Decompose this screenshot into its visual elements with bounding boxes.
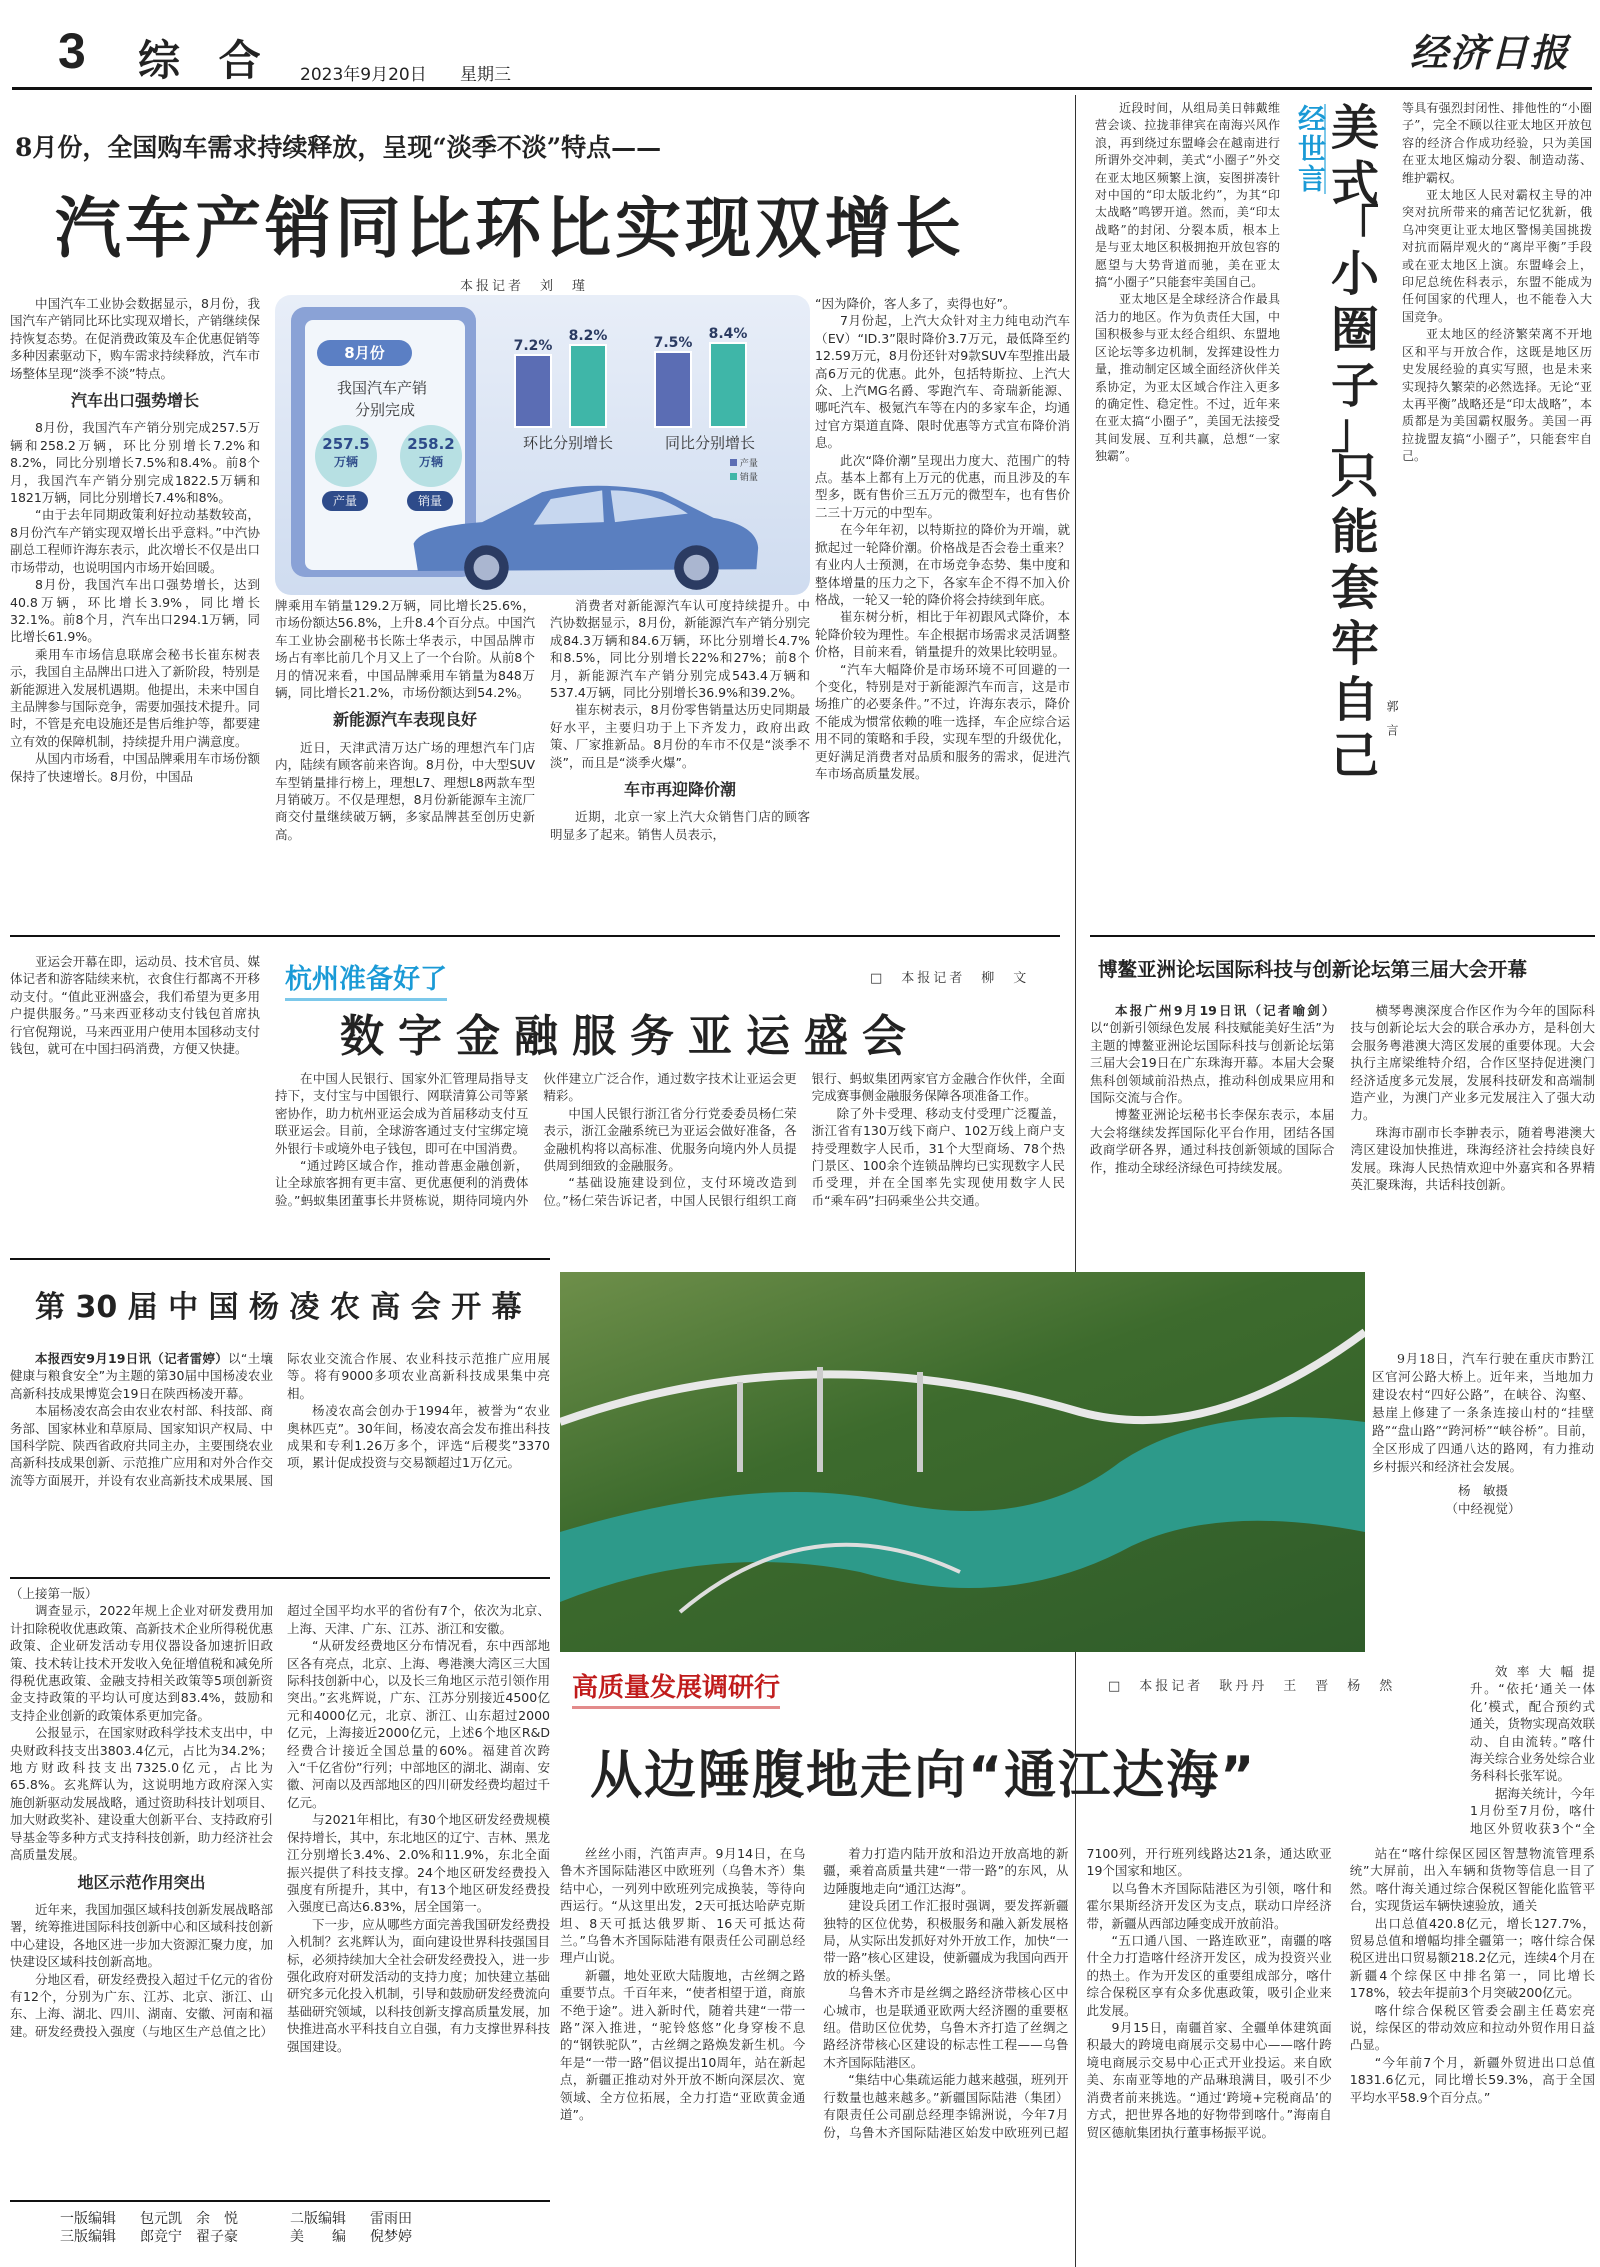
title-char: 能	[1330, 504, 1379, 560]
editor-names: 包元凯 余 悦	[140, 2211, 238, 2227]
title-char: 己	[1330, 728, 1379, 784]
boao-columns	[1090, 1002, 1595, 1242]
subheading: 车市再迎降价潮	[623, 780, 736, 800]
xinjiang-headline: 从边陲腹地走向“通江达海”	[590, 1746, 1257, 1806]
commentary	[1090, 100, 1595, 920]
infographic-lead-line2: 分别完成	[355, 401, 416, 419]
title-char: 子	[1330, 358, 1379, 414]
paragraph: 着力打造内陆开放和沿边开放高地的新疆，乘着高质量共建“一带一路”的东风，从边陲腹地走向“通江达海”。	[823, 1846, 1069, 1896]
paragraph: 分地区看，研发经费投入超过千亿元的省份有12个，分别为广东、江苏、北京、浙江、山东、上海、湖北、四川、湖南、安徽、河南和福建。研发经费投入强度（与地区生产总值之比）超过全国平均水平的省份有7个，依次为北京、上海、天津、广东、江苏、浙江和安徽。	[10, 1603, 550, 2039]
editor-row	[60, 2228, 412, 2246]
bar-mom-sales	[570, 345, 606, 427]
paragraph: 牌乘用车销量129.2万辆，同比增长25.6%，市场份额达56.8%，上升8.4个百分点。中国汽车工业协会副秘书长陈士华表示，中国品牌市场占有率比前几个月又上了一个台阶。从前8个月的情况来看，中国品牌乘用车销量为848万辆，同比增长21.2%，市场份额达到54.2%。	[275, 598, 535, 701]
paragraph: 7月份起，上汽大众针对主力纯电动汽车（EV）“ID.3”限时降价3.7万元，最低降至约12.59万元，8月份还针对9款SUV车型推出最高6万元的优惠。此外，包括特斯拉、上汽大众、上汽MG名爵、零跑汽车、奇瑞新能源、哪吒汽车、极氪汽车等在内的多家车企，均通过官方渠道直降、限时优惠等方式宣布降价消息。	[815, 313, 1070, 451]
paragraph: “五口通八国、一路连欧亚”，南疆的喀什全力打造喀什经济开发区，成为投资兴业的热土。作为开发区的重要组成部分，喀什综合保税区享有众多优惠政策，吸引企业来此发展。	[1086, 1933, 1332, 2018]
section-name: 综 合	[138, 36, 273, 85]
paragraph: 博鳌亚洲论坛秘书长李保东表示，本届大会将继续发挥国际化平台作用，团结各国政商学研各界，通过科技创新领域的国际合作，推动全球经济绿色可持续发展。	[1090, 1107, 1335, 1175]
yangling-headline: 第 30 届 中 国 杨 凌 农 高 会 开 幕	[35, 1290, 522, 1325]
section-rule-right	[1090, 935, 1595, 937]
bridge-photo	[560, 1272, 1365, 1652]
paragraph: 近期，北京一家上汽大众销售门店的顾客明显多了起来。销售人员表示，	[550, 809, 810, 842]
paragraph-text: 以“创新引领绿色发展 科技赋能美好生活”为主题的博鳌亚洲论坛国际科技与创新论坛第三届大会19日在广东珠海开幕。本届大会聚焦科创领域前沿热点，推动科创成果应用和国际交流与合作。	[1090, 1020, 1335, 1106]
car-infographic	[275, 295, 810, 595]
paragraph: 消费者对新能源汽车认可度持续提升。中汽协数据显示，8月份，新能源汽车产销分别完成84.3万辆和84.6万辆，环比分别增长4.7%和8.5%，同比分别增长22%和27%；前8个月，新能源汽车产销分别完成543.4万辆和537.4万辆，同比分别增长36.9%和39.2%。	[550, 598, 810, 701]
xinjiang-columns	[560, 1845, 1595, 2265]
hangzhou-byline: □ 本报记者 柳 文	[870, 971, 1030, 986]
paragraph: “基础设施建设到位，支付环境改造到位。”杨仁荣告诉记者，中国人民银行组织工商银行、蚂蚁集团两家官方金融合作伙伴，全面完成赛事侧金融服务保障各项准备工作。	[543, 1071, 1065, 1208]
title-char: 「	[1330, 201, 1379, 257]
commentary-author: 郭 言	[1385, 700, 1399, 736]
editor-credits	[60, 2210, 412, 2246]
paragraph: 本届杨凌农高会由农业农村部、科技部、商务部、国家林业和草原局、国家知识产权局、中国科学院、陕西省政府共同主办，主要围绕农业高新科技成果创新、示范推广应用和对外合作交流等方面展开，并设有农业高新技术成果展、国际农业交流合作展、农业科技示范推广应用展等。将有9000多项农业高新科技成果集中亮相。	[10, 1351, 550, 1488]
bar-mom-production	[515, 355, 551, 427]
paragraph: “通过跨区域合作，推动普惠金融创新，让全球旅客拥有更丰富、更优惠便利的消费体验。”蚂蚁集团董事长井贤栋说，期待同境内外伙伴建立广泛合作，通过数字技术让亚运会更精彩。	[275, 1071, 797, 1208]
paragraph: 在今年年初，以特斯拉的降价为开端，就掀起过一轮降价潮。价格战是否会卷土重来？有业内人士预测，在市场竞争态势、集中度和整体增量的压力之下，各家车企不得不加入价格战，一轮又一轮的降价将会持续到年底。	[815, 522, 1070, 607]
section-rule	[10, 1577, 550, 1579]
rnd-columns	[10, 1602, 550, 2187]
title-char: 」	[1330, 403, 1379, 459]
newspaper-logo: 经济日报	[1410, 30, 1571, 75]
dateline: 本报广州9月19日讯（记者喻剑）	[1115, 1003, 1335, 1018]
sales-unit: 万辆	[418, 455, 443, 469]
paragraph: 近日，天津武清万达广场的理想汽车门店内，陆续有顾客前来咨询。8月份，中大型SUV车型销量排行榜上，理想L7、理想L8两款车型月销破万。不仅是理想，8月份新能源车主流厂商交付量继续破万辆，多家品牌甚至创历史新高。	[275, 739, 535, 842]
column-label	[1290, 104, 1326, 194]
paragraph: 珠海市副市长李翀表示，随着粤港澳大湾区建设加快推进，珠海经济社会持续良好发展。珠海人民热情欢迎中外嘉宾和各界精英汇聚珠海，共话科技创新。	[1350, 1124, 1595, 1193]
boao-headline: 博鳌亚洲论坛国际科技与创新论坛第三届大会开幕	[1098, 958, 1528, 981]
sales-value: 258.2	[407, 435, 455, 453]
paragraph: 8月份，我国汽车出口强势增长，达到40.8万辆，环比增长3.9%，同比增长32.1%。前8个月，汽车出口294.1万辆，同比增长61.9%。	[10, 577, 260, 645]
photo-credit: 杨 敏摄	[1457, 1483, 1508, 1498]
hangzhou-headline: 数字金融服务亚运盛会	[340, 1011, 920, 1062]
title-char: 牢	[1330, 616, 1379, 672]
paragraph: “今年前7个月，新疆外贸进出口总值1831.6亿元，同比增长59.3%，高于全国平均水平58.9个百分点。”	[1349, 2054, 1595, 2105]
bar-yoy-sales	[710, 343, 746, 427]
paragraph: “从研发经费地区分布情况看，东中西部地区各有亮点，北京、上海、粤港澳大湾区三大国际科技创新中心，以及长三角地区示范引领作用突出。”玄兆辉说，广东、江苏分别接近4500亿元和4000亿元，北京、浙江、山东超过2000亿元，上海接近2000亿元，上述6个地区R&D经费合计接近全国总量的60%。福建首次跨入“千亿省份”行列；中部地区的湖北、湖南、安徽、河南以及西部地区的四川研发经费均超过千亿元。	[287, 1638, 550, 1810]
subheading: 新能源汽车表现良好	[332, 710, 477, 730]
paragraph: 近段时间，从组局美日韩戴维营会谈、拉拢菲律宾在南海兴风作浪，再到绕过东盟峰会在越南进行所谓外交冲刺，美式“小圈子”外交在亚太地区频繁上演，妄图拼凑针对中国的“印太版北约”，为其“印太战略”鸣锣开道。然而，美“印太战略”的封闭、分裂本质，根本上是与亚太地区积极拥抱开放包容的愿望与大势背道而驰，美在亚太搞“小圈子”只能套牢美国自己。	[1095, 101, 1280, 290]
paragraph	[1090, 1002, 1335, 1106]
commentary-title	[1328, 100, 1382, 784]
car-column-left	[10, 295, 260, 785]
title-char: 圈	[1330, 302, 1379, 358]
photo-caption	[1372, 1350, 1594, 1518]
bar-yoy-production	[655, 352, 691, 427]
paragraph: 9月15日，南疆首家、全疆单体建筑面积最大的跨境电商展示交易中心——喀什跨境电商展示交易中心正式开业投运。来自欧美、东南亚等地的产品琳琅满目，吸引不少消费者前来挑选。“通过‘跨境+完税商品’的方式，把世界各地的好物带到喀什。”海南自贸区德航集团执行董事杨振平说。	[1086, 2020, 1332, 2140]
paragraph: 新疆，地处亚欧大陆腹地，古丝绸之路重要节点。千百年来，“使者相望于道，商旅不绝于途”。进入新时代，随着共建“一带一路”深入推进，“驼铃悠悠”化身穿梭不息的“钢铁驼队”，古丝绸之路焕发新生机。今年是“一带一路”倡议提出10周年，站在新起点，新疆正推动对外开放不断向深层次、宽领域、全方位拓展，全力打造“亚欧黄金通道”。	[560, 1967, 806, 2123]
issue-weekday: 星期三	[460, 65, 511, 85]
title-char: 小	[1330, 246, 1379, 302]
paragraph: 下一步，应从哪些方面完善我国研发经费投入机制？玄兆辉认为，面向建设世界科技强国目标，必须持续加大全社会研发经费投入，进一步强化政府对研发活动的支持力度；加快建立基础研究多元化投入机制，引导和鼓励研发经费流向基础研究领域，以科技创新支撑高质量发展，加快推进高水平科技自立自强，有力支撑世界科技强国建设。	[287, 1916, 550, 2054]
paragraph: 8月份，我国汽车产销分别完成257.5万辆和258.2万辆，环比分别增长7.2%和8.2%，同比分别增长7.5%和8.4%。前8个月，我国汽车产销分别完成1822.5万辆和1821万辆，同比分别增长7.4%和8%。	[10, 420, 260, 506]
paragraph: 公报显示，在国家财政科学技术支出中，中央财政科技支出3803.4亿元，占比为34.2%；地方财政科技支出7325.0亿元，占比为65.8%。玄兆辉认为，这说明地方政府深入实施创新驱动发展战略，通过资助科技计划项目、加大财政奖补、建设重大创新平台、支持政府引导基金等多种方式支持科技创新，助力经济社会高质量发展。	[10, 1725, 273, 1863]
bar-label-mom-sales: 8.2%	[568, 328, 608, 344]
title-char: 美	[1330, 100, 1379, 156]
sales-label: 销量	[407, 491, 453, 511]
rnd-article	[10, 1585, 550, 2190]
paragraph: 中国人民银行浙江省分行党委委员杨仁荣表示，浙江金融系统已为亚运会做好准备，各金融机构将以高标准、优服务向境内外人员提供周到细致的金融服务。	[543, 1105, 797, 1174]
paragraph: “由于去年同期政策利好拉动基数较高，8月份汽车产销实现双增长出乎意料。”中汽协副总工程师许海东表示，此次增长不仅是出口市场带动，也说明国内市场开始回暖。	[10, 507, 261, 575]
editor-role: 二版编辑	[290, 2211, 346, 2227]
legend-sales: 销量	[730, 471, 758, 485]
paragraph: 杨凌农高会创办于1994年，被誉为“农业奥林匹克”。30年间，杨凌农高会发布推出科技成果和专利1.26万多个，评选“后稷奖”3370项，累计促成投资与交易额超过1万亿元。	[287, 1403, 550, 1471]
month-badge: 8月份	[317, 340, 412, 366]
paragraph: 亚太地区是全球经济合作最具活力的地区。作为负责任大国，中国积极参与亚太经合组织、东盟地区论坛等多边机制，发挥建设性力量，推动制定区域全面经济伙伴关系协定，为亚太区域合作注入更多的确定性、稳定性。不过，近年来在亚太搞“小圈子”，美国无法接受其间发展、互利共赢，总想“一家独霸”。	[1095, 292, 1280, 464]
production-label: 产量	[322, 491, 368, 511]
title-char: 套	[1330, 560, 1379, 616]
yangling-article	[10, 1270, 550, 1570]
legend-production: 产量	[730, 457, 758, 471]
production-value: 257.5	[322, 435, 370, 453]
car-headline: 汽车产销同比环比实现双增长	[55, 190, 965, 267]
editor-role: 一版编辑	[60, 2211, 116, 2227]
masthead-rule	[12, 87, 1592, 90]
paragraph: 等具有强烈封闭性、排他性的“小圈子”，完全不顾以往亚太地区开放包容的经济合作成功经验，只为美国在亚太地区煽动分裂、制造动荡、维护霸权。	[1402, 101, 1592, 185]
car-column-right	[815, 295, 1070, 782]
paragraph: 乘用车市场信息联席会秘书长崔东树表示，我国自主品牌出口进入了新阶段，特别是新能源进入发展机遇期。他提出，未来中国自主品牌参与国际竞争，需要加强技术提升。同时，不管是充电设施还是售后维护等，都要建立有效的保障机制，持续提升用户满意度。	[10, 646, 261, 749]
paragraph: 出口总值420.8亿元，增长127.7%，贸易总值和增幅均排全疆第一；喀什综合保税区进出口贸易额218.2亿元，连续4个月在新疆4个综保区中排名第一，同比增长178%，较去年提前3个月突破200亿元。	[1349, 1915, 1595, 2001]
editor-names: 郎竞宁 翟子豪	[140, 2229, 238, 2245]
paragraph: 据海关统计，今年1月份至7月份，喀什地区外贸收获3个“全	[1470, 1785, 1595, 1836]
car-columns-middle	[275, 597, 810, 927]
photo-caption-text: 9月18日，汽车行驶在重庆市黔江区官河公路大桥上。近年来，当地加力建设农村“四好公路”，在峡谷、沟壑、悬崖上修建了一条条连接山村的“挂壁路”“盘山路”“跨河桥”“峡谷桥”。目前，全区形成了四通八达的路网，有力推动乡村振兴和经济社会发展。	[1372, 1351, 1594, 1474]
paragraph: 横琴粤澳深度合作区作为今年的国际科技与创新论坛大会的联合承办方，是科创大会服务粤港澳大湾区发展的重要体现。大会执行主席梁维特介绍，合作区坚持促进澳门经济适度多元发展，发展科技研发和高端制造产业，为澳门产业多元发展注入了强大动力。	[1350, 1003, 1595, 1123]
paragraph: 建设兵团工作汇报时强调，要发挥新疆独特的区位优势，积极服务和融入新发展格局，从实际出发抓好对外开放工作，加快“一带一路”核心区建设，使新疆成为我国向西开放的桥头堡。	[823, 1898, 1069, 1983]
paragraph: 与2021年相比，有30个地区研发经费规模保持增长，其中，东北地区的辽宁、吉林、黑龙江分别增长3.4%、2.0%和11.9%，东北全面振兴提供了科技支撑。24个地区研发经费投入强度有所提升，其中，有13个地区研发经费投入强度已高达6.83%，居全国第一。	[287, 1812, 550, 1915]
car-byline: 本报记者 刘 瑾	[460, 279, 589, 294]
xinjiang-article	[560, 1655, 1595, 2267]
bar-label-yoy-sales: 8.4%	[708, 326, 748, 342]
column-name: 经世言	[1294, 104, 1327, 194]
paragraph: 喀什综合保税区管委会副主任葛宏亮说，综保区的带动效应和拉动外贸作用日益凸显。	[1349, 2002, 1595, 2053]
paragraph: 乌鲁木齐市是丝绸之路经济带核心区中心城市，也是联通亚欧两大经济圈的重要枢纽。借助区位优势，乌鲁木齐打造了丝绸之路经济带核心区建设的标志性工程——乌鲁木齐国际陆港区。	[823, 1985, 1069, 2070]
xinjiang-side-column	[1470, 1663, 1595, 1838]
masthead	[0, 0, 1600, 92]
mom-label: 环比分别增长	[523, 434, 614, 452]
paragraph: 崔东树表示，8月份零售销量达历史同期最好水平，主要归功于上下齐发力，政府出政策、厂家推新品。8月份的车市不仅是“淡季不淡”，而且是“淡季火爆”。	[550, 702, 810, 770]
photo-source: （中经视觉）	[1445, 1501, 1521, 1516]
yoy-label: 同比分别增长	[665, 434, 756, 452]
paragraph: 亚太地区的经济繁荣离不开地区和平与开放合作，这既是地区历史发展经验的真实写照，也是未来实现持久繁荣的必然选择。无论“亚太再平衡”战略还是“印太战略”，本质都是为美国霸权服务。美国一再拉拢盟友搞“小圈子”，只能套牢自己。	[1402, 327, 1592, 464]
car-kicker: 8月份，全国购车需求持续释放，呈现“淡季不淡”特点——	[15, 133, 662, 162]
xinjiang-kicker: 高质量发展调研行	[572, 1667, 780, 1709]
paragraph: 崔东树分析，相比于年初跟风式降价，本轮降价较为理性。车企根据市场需求灵活调整价格，目前来看，销量提升的效果比较明显。	[815, 609, 1070, 660]
section-rule	[10, 1258, 550, 1260]
subheading: 汽车出口强势增长	[70, 391, 199, 411]
paragraph: 此次“降价潮”呈现出力度大、范围广的特点。基本上都有上万元的优惠，而且涉及的车型多，既有售价三五万元的微型车，也有售价二三十万元的中型车。	[815, 452, 1070, 520]
paragraph: 近年来，我国加强区域科技创新发展战略部署，统筹推进国际科技创新中心和区域科技创新中心建设，各地区进一步加大资源汇聚力度，加快建设区域科技创新高地。	[10, 1901, 273, 1970]
page-number: 3	[58, 23, 86, 79]
dateline: 本报西安9月19日讯（记者雷婷）	[35, 1351, 229, 1366]
title-char: 自	[1330, 672, 1379, 728]
car-article	[10, 110, 1070, 930]
paragraph-text: 以“土壤健康与粮食安全”为主题的第30届中国杨凌农业高新科技成果博览会19日在陕西杨凌开幕。	[10, 1351, 274, 1401]
paragraph: 从国内市场看，中国品牌乘用车市场份额保持了快速增长。8月份，中国品	[10, 751, 261, 784]
editor-role: 三版编辑	[60, 2229, 116, 2245]
bar-label-yoy-production: 7.5%	[653, 335, 693, 351]
editor-names: 雷雨田	[370, 2211, 412, 2227]
bar-label-mom-production: 7.2%	[513, 338, 553, 354]
section-rule	[10, 935, 1060, 937]
paragraph: 亚运会开幕在即，运动员、技术官员、媒体记者和游客陆续来杭，衣食住行都离不开移动支付。“值此亚洲盛会，我们希望为更多用户提供服务。”马来西亚移动支付钱包首席执行官倪翔说，马来西亚用户使用本国移动支付钱包，就可在中国扫码消费，方便又快捷。	[10, 954, 260, 1057]
editor-names: 倪梦婷	[370, 2229, 412, 2245]
hangzhou-lead-column	[10, 953, 260, 1243]
production-unit: 万辆	[333, 455, 358, 469]
title-char: 只	[1330, 448, 1379, 504]
editor-row	[60, 2210, 412, 2228]
car-illustration	[375, 475, 795, 595]
editor-role: 美 编	[290, 2229, 346, 2245]
paragraph	[10, 1350, 273, 1402]
paragraph: 站在“喀什综保区园区智慧物流管理系统”大屏前，出入车辆和货物等信息一目了然。喀什海关通过综合保税区智能化监管平台，实现货运车辆快速验放，通关	[1349, 1846, 1595, 1914]
boao-article	[1090, 940, 1595, 1240]
infographic-lead-line1: 我国汽车产销	[337, 379, 428, 397]
paragraph: 除了外卡受理、移动支付受理广泛覆盖，浙江省有130万线下商户、102万线上商户支持受理数字人民币，31个大型商场、78个热门景区、100余个连锁品牌均已实现数字人民币受理，并在全国率先实现使用数字人民币“乘车码”扫码乘坐公共交通。	[811, 1105, 1065, 1208]
paragraph: 中国汽车工业协会数据显示，8月份，我国汽车产销同比环比实现双增长，产销继续保持恢复态势。在促消费政策及车企优惠促销等多种因素驱动下，购车需求持续释放，汽车市场整体呈现“淡季不淡”特点。	[10, 296, 261, 381]
paragraph: 丝丝小雨，汽笛声声。9月14日，在乌鲁木齐国际陆港区中欧班列（乌鲁木齐）集结中心，一列列中欧班列完成换装，等待向西运行。“从这里出发，2天可抵达哈萨克斯坦、8天可抵达俄罗斯、16天可抵达荷兰。”乌鲁木齐国际陆港有限责任公司副总经理卢山说。	[560, 1846, 806, 1966]
footer-rule	[10, 2200, 550, 2202]
paragraph: 亚太地区人民对霸权主导的冲突对抗所带来的痛苦记忆犹新，俄乌冲突更让亚太地区警惕美国挑拨对抗而隔岸观火的“离岸平衡”手段或在亚太地区上演。东盟峰会上，印尼总统佐科表示，东盟不能成为任何国家的代理人，也不能卷入大国竞争。	[1402, 188, 1592, 324]
yangling-columns	[10, 1350, 550, 1565]
hangzhou-columns	[275, 1070, 1065, 1240]
paragraph: “汽车大幅降价是市场环境不可回避的一个变化，特别是对于新能源汽车而言，这是市场推广的必要条件。”不过，许海东表示，降价不能成为惯常依赖的唯一选择，车企应综合运用不同的策略和手段，实现车型的升级优化，更好满足消费者对品质和服务的需求，促进汽车市场高质量发展。	[815, 661, 1070, 781]
bridge-photo-image	[560, 1272, 1365, 1652]
xinjiang-byline: □ 本报记者 耿丹丹 王 晋 杨 然	[1108, 1679, 1396, 1694]
continued-label: （上接第一版）	[10, 1586, 98, 1601]
commentary-column-right	[1402, 100, 1592, 920]
production-bubble	[315, 425, 377, 487]
paragraph: “因为降价，客人多了，卖得也好”。	[815, 296, 1016, 311]
subheading: 地区示范作用突出	[77, 1872, 206, 1892]
paragraph: 效率大幅提升。“依托‘通关一体化’模式，配合预约式通关，货物实现高效联动、自由流转。”喀什海关综合业务处综合业务科科长张军说。	[1470, 1664, 1595, 1784]
paragraph: “集结中心集疏运能力越来越强，班列开行数量也越来越多。”新疆国际陆港（集团）有限责任公司副总经理李锦洲说，今年7月份，乌鲁木齐国际陆港区始发中欧班列已超7100列，开行班列线路达21条，通达欧亚19个国家和地区。	[823, 1846, 1332, 2140]
hangzhou-kicker: 杭州准备好了	[285, 957, 447, 1001]
title-char: 式	[1330, 156, 1379, 212]
issue-date: 2023年9月20日	[300, 65, 427, 85]
paragraph: 在中国人民银行、国家外汇管理局指导支持下，支付宝与中国银行、网联清算公司等紧密协作，助力杭州亚运会成为首届移动支付互联亚运会。目前，全球游客通过支付宝绑定境外银行卡或境外电子钱包，即可在中国消费。	[275, 1071, 529, 1156]
paragraph: 以乌鲁木齐国际陆港区为引领，喀什和霍尔果斯经济开发区为支点，联动口岸经济带，新疆从西部边陲变成开放前沿。	[1086, 1880, 1332, 1931]
commentary-column-left	[1095, 100, 1280, 466]
hangzhou-article	[10, 945, 1065, 1245]
paragraph: 调查显示，2022年规上企业对研发费用加计扣除税收优惠政策、高新技术企业所得税优惠政策、企业研发活动专用仪器设备加速折旧政策、技术转让技术开发收入免征增值税和减免所得税优惠政策、金融支持相关政策等5项创新资金支持政策的平均认可度达到83.4%，鼓励和支持企业创新的政策体系更加完备。	[10, 1603, 273, 1723]
